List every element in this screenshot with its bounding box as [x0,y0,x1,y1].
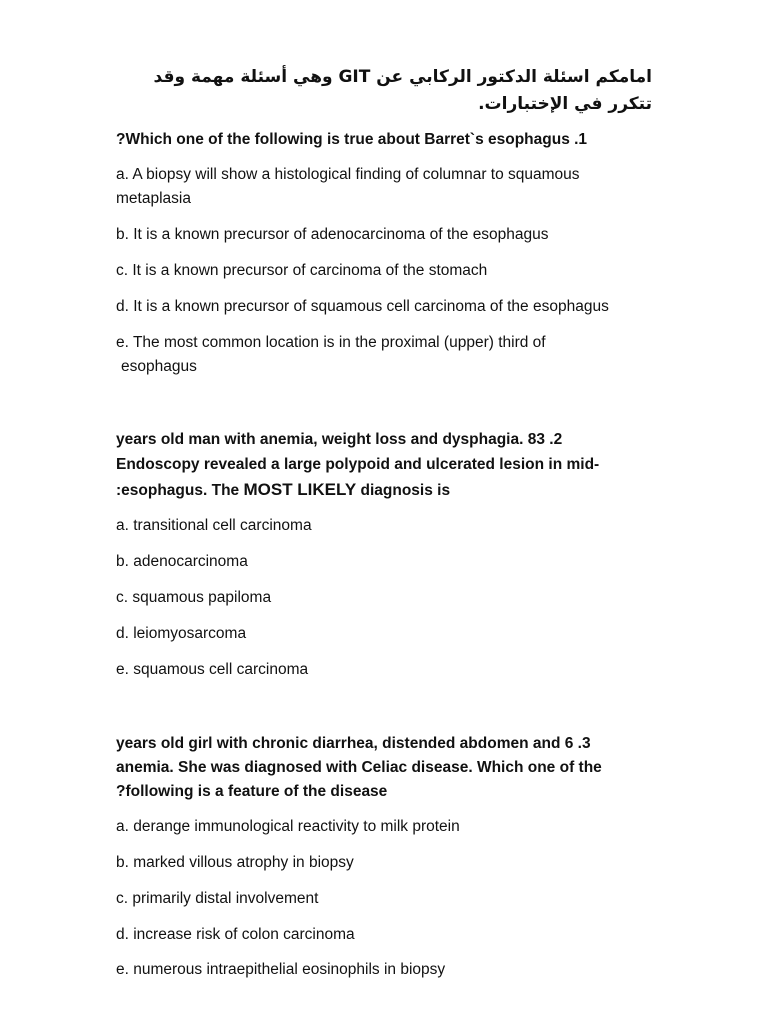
question-3-option-d: d. increase risk of colon carcinoma [116,926,355,943]
question-1-option-a-continued: metaplasia [116,190,191,207]
question-3-stem-line-2: anemia. She was diagnosed with Celiac disease. Which one of the [116,759,602,776]
arabic-intro-line-2: تتكرر في الإختبارات. [478,94,652,114]
question-2-option-a: a. transitional cell carcinoma [116,517,312,534]
question-2-stem-line-3-c: diagnosis is [356,482,451,499]
arabic-intro [116,64,652,118]
question-1-option-a: a. A biopsy will show a histological finding of columnar to squamous [116,166,580,183]
question-1-option-d: d. It is a known precursor of squamous cell carcinoma of the esophagus [116,298,609,315]
question-2-option-c: c. squamous papiloma [116,589,272,606]
question-2-option-e: e. squamous cell carcinoma [116,661,309,678]
question-3-option-b: b. marked villous atrophy in biopsy [116,854,354,871]
question-3-stem-line-3: ?following is a feature of the disease [116,783,388,800]
question-1-option-e: e. The most common location is in the proximal (upper) third of [116,334,546,351]
arabic-intro-line-1: امامكم اسئلة الدكتور الركابي عن GIT وهي أسئلة مهمة وقد [153,67,652,87]
question-1-stem: ?Which one of the following is true about Barret`s esophagus .1 [116,131,588,148]
question-1-option-e-continued: esophagus [121,358,197,375]
question-2-option-b: b. adenocarcinoma [116,553,248,570]
question-3-option-a: a. derange immunological reactivity to milk protein [116,818,460,835]
question-3-stem-line-1: years old girl with chronic diarrhea, distended abdomen and 6 .3 [116,735,591,752]
question-2-option-d: d. leiomyosarcoma [116,625,247,642]
question-2-emphasis: MOST LIKELY [243,480,357,499]
question-1-option-b: b. It is a known precursor of adenocarcinoma of the esophagus [116,226,549,243]
question-2-stem-line-3-a: :esophagus. The [116,482,244,499]
question-1-option-c: c. It is a known precursor of carcinoma of the stomach [116,262,488,279]
question-2-stem-line-3 [116,477,656,503]
question-3-option-e: e. numerous intraepithelial eosinophils in biopsy [116,961,446,978]
question-2-stem-line-2: Endoscopy revealed a large polypoid and ulcerated lesion in mid- [116,456,600,473]
question-3-option-c: c. primarily distal involvement [116,890,319,907]
question-2-stem-line-1: years old man with anemia, weight loss and dysphagia. 83 .2 [116,431,563,448]
